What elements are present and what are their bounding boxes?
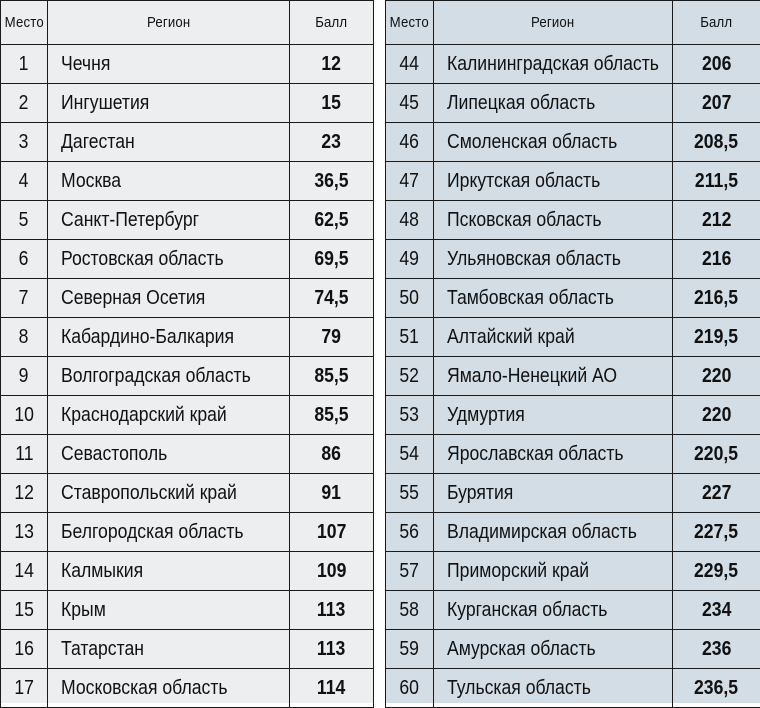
rank-cell: 5 xyxy=(1,201,48,240)
rank-cell: 53 xyxy=(386,396,434,435)
region-cell: Крым xyxy=(48,591,290,630)
table-row xyxy=(1,45,374,84)
region-cell: Ингушетия xyxy=(48,84,290,123)
ranking-table-left-panel xyxy=(0,0,373,703)
ranking-table-left xyxy=(0,0,374,708)
region-cell: Дагестан xyxy=(48,123,290,162)
rank-cell: 59 xyxy=(386,630,434,669)
rank-cell: 6 xyxy=(1,240,48,279)
rank-cell: 7 xyxy=(1,279,48,318)
score-cell: 86 xyxy=(290,435,374,474)
ranking-table-right-panel xyxy=(385,0,760,703)
table-row xyxy=(386,474,760,513)
table-row xyxy=(1,630,374,669)
score-cell: 114 xyxy=(290,669,374,708)
rank-cell: 14 xyxy=(1,552,48,591)
header-rank: Место xyxy=(1,1,48,45)
score-cell: 91 xyxy=(290,474,374,513)
score-cell: 36,5 xyxy=(290,162,374,201)
rank-cell: 56 xyxy=(386,513,434,552)
region-cell: Тамбовская область xyxy=(434,279,673,318)
header-score: Балл xyxy=(673,1,760,45)
region-cell: Волгоградская область xyxy=(48,357,290,396)
rank-cell: 44 xyxy=(386,45,434,84)
rank-cell: 4 xyxy=(1,162,48,201)
rank-cell: 45 xyxy=(386,84,434,123)
region-cell: Татарстан xyxy=(48,630,290,669)
table-row xyxy=(1,84,374,123)
table-row xyxy=(1,162,374,201)
table-row xyxy=(1,279,374,318)
score-cell: 236 xyxy=(673,630,760,669)
table-row xyxy=(386,357,760,396)
rank-cell: 49 xyxy=(386,240,434,279)
table-row xyxy=(1,552,374,591)
table-row xyxy=(386,279,760,318)
table-row xyxy=(386,123,760,162)
region-cell: Ростовская область xyxy=(48,240,290,279)
table-row xyxy=(386,240,760,279)
region-cell: Ульяновская область xyxy=(434,240,673,279)
region-cell: Липецкая область xyxy=(434,84,673,123)
region-cell: Московская область xyxy=(48,669,290,708)
region-cell: Краснодарский край xyxy=(48,396,290,435)
table-row xyxy=(386,84,760,123)
score-cell: 236,5 xyxy=(673,669,760,708)
region-cell: Севастополь xyxy=(48,435,290,474)
region-cell: Ямало-Ненецкий АО xyxy=(434,357,673,396)
score-cell: 212 xyxy=(673,201,760,240)
header-rank: Место xyxy=(386,1,434,45)
region-cell: Курганская область xyxy=(434,591,673,630)
rank-cell: 13 xyxy=(1,513,48,552)
score-cell: 219,5 xyxy=(673,318,760,357)
region-cell: Ярославская область xyxy=(434,435,673,474)
score-cell: 220,5 xyxy=(673,435,760,474)
region-cell: Тульская область xyxy=(434,669,673,708)
rank-cell: 17 xyxy=(1,669,48,708)
score-cell: 109 xyxy=(290,552,374,591)
table-row xyxy=(386,45,760,84)
region-cell: Калининградская область xyxy=(434,45,673,84)
rank-cell: 55 xyxy=(386,474,434,513)
rank-cell: 11 xyxy=(1,435,48,474)
region-cell: Чечня xyxy=(48,45,290,84)
rank-cell: 47 xyxy=(386,162,434,201)
table-row xyxy=(1,591,374,630)
score-cell: 12 xyxy=(290,45,374,84)
table-row xyxy=(386,201,760,240)
rank-cell: 15 xyxy=(1,591,48,630)
region-cell: Кабардино-Балкария xyxy=(48,318,290,357)
region-cell: Северная Осетия xyxy=(48,279,290,318)
region-cell: Бурятия xyxy=(434,474,673,513)
region-cell: Белгородская область xyxy=(48,513,290,552)
rank-cell: 60 xyxy=(386,669,434,708)
header-region: Регион xyxy=(434,1,673,45)
score-cell: 85,5 xyxy=(290,357,374,396)
score-cell: 15 xyxy=(290,84,374,123)
header-score: Балл xyxy=(290,1,374,45)
rank-cell: 9 xyxy=(1,357,48,396)
score-cell: 107 xyxy=(290,513,374,552)
table-row xyxy=(1,396,374,435)
region-cell: Иркутская область xyxy=(434,162,673,201)
region-cell: Владимирская область xyxy=(434,513,673,552)
rank-cell: 52 xyxy=(386,357,434,396)
table-row xyxy=(1,474,374,513)
rank-cell: 12 xyxy=(1,474,48,513)
score-cell: 234 xyxy=(673,591,760,630)
score-cell: 229,5 xyxy=(673,552,760,591)
region-cell: Амурская область xyxy=(434,630,673,669)
table-row xyxy=(1,669,374,708)
table-row xyxy=(386,669,760,708)
table-row xyxy=(1,513,374,552)
rank-cell: 2 xyxy=(1,84,48,123)
table-row xyxy=(1,357,374,396)
score-cell: 220 xyxy=(673,357,760,396)
header-region: Регион xyxy=(48,1,290,45)
rank-cell: 50 xyxy=(386,279,434,318)
rank-cell: 57 xyxy=(386,552,434,591)
rank-cell: 46 xyxy=(386,123,434,162)
score-cell: 62,5 xyxy=(290,201,374,240)
table-row xyxy=(1,240,374,279)
score-cell: 69,5 xyxy=(290,240,374,279)
table-row xyxy=(1,201,374,240)
ranking-table-right xyxy=(385,0,760,708)
table-row xyxy=(386,513,760,552)
score-cell: 23 xyxy=(290,123,374,162)
rank-cell: 3 xyxy=(1,123,48,162)
region-cell: Алтайский край xyxy=(434,318,673,357)
score-cell: 211,5 xyxy=(673,162,760,201)
score-cell: 208,5 xyxy=(673,123,760,162)
table-header-row xyxy=(386,1,760,45)
table-row xyxy=(1,435,374,474)
rank-cell: 16 xyxy=(1,630,48,669)
region-cell: Псковская область xyxy=(434,201,673,240)
score-cell: 206 xyxy=(673,45,760,84)
rank-cell: 10 xyxy=(1,396,48,435)
table-row xyxy=(1,123,374,162)
region-cell: Санкт-Петербург xyxy=(48,201,290,240)
score-cell: 216,5 xyxy=(673,279,760,318)
region-cell: Приморский край xyxy=(434,552,673,591)
table-row xyxy=(1,318,374,357)
region-cell: Смоленская область xyxy=(434,123,673,162)
rank-cell: 54 xyxy=(386,435,434,474)
table-row xyxy=(386,630,760,669)
score-cell: 113 xyxy=(290,591,374,630)
score-cell: 207 xyxy=(673,84,760,123)
score-cell: 227,5 xyxy=(673,513,760,552)
table-header-row xyxy=(1,1,374,45)
table-row xyxy=(386,591,760,630)
table-row xyxy=(386,318,760,357)
region-cell: Москва xyxy=(48,162,290,201)
rank-cell: 8 xyxy=(1,318,48,357)
rank-cell: 58 xyxy=(386,591,434,630)
rank-cell: 1 xyxy=(1,45,48,84)
region-cell: Удмуртия xyxy=(434,396,673,435)
score-cell: 74,5 xyxy=(290,279,374,318)
table-row xyxy=(386,162,760,201)
rank-cell: 48 xyxy=(386,201,434,240)
region-cell: Калмыкия xyxy=(48,552,290,591)
score-cell: 113 xyxy=(290,630,374,669)
score-cell: 227 xyxy=(673,474,760,513)
region-cell: Ставропольский край xyxy=(48,474,290,513)
score-cell: 79 xyxy=(290,318,374,357)
score-cell: 216 xyxy=(673,240,760,279)
table-row xyxy=(386,396,760,435)
table-row xyxy=(386,552,760,591)
rank-cell: 51 xyxy=(386,318,434,357)
score-cell: 220 xyxy=(673,396,760,435)
score-cell: 85,5 xyxy=(290,396,374,435)
table-row xyxy=(386,435,760,474)
